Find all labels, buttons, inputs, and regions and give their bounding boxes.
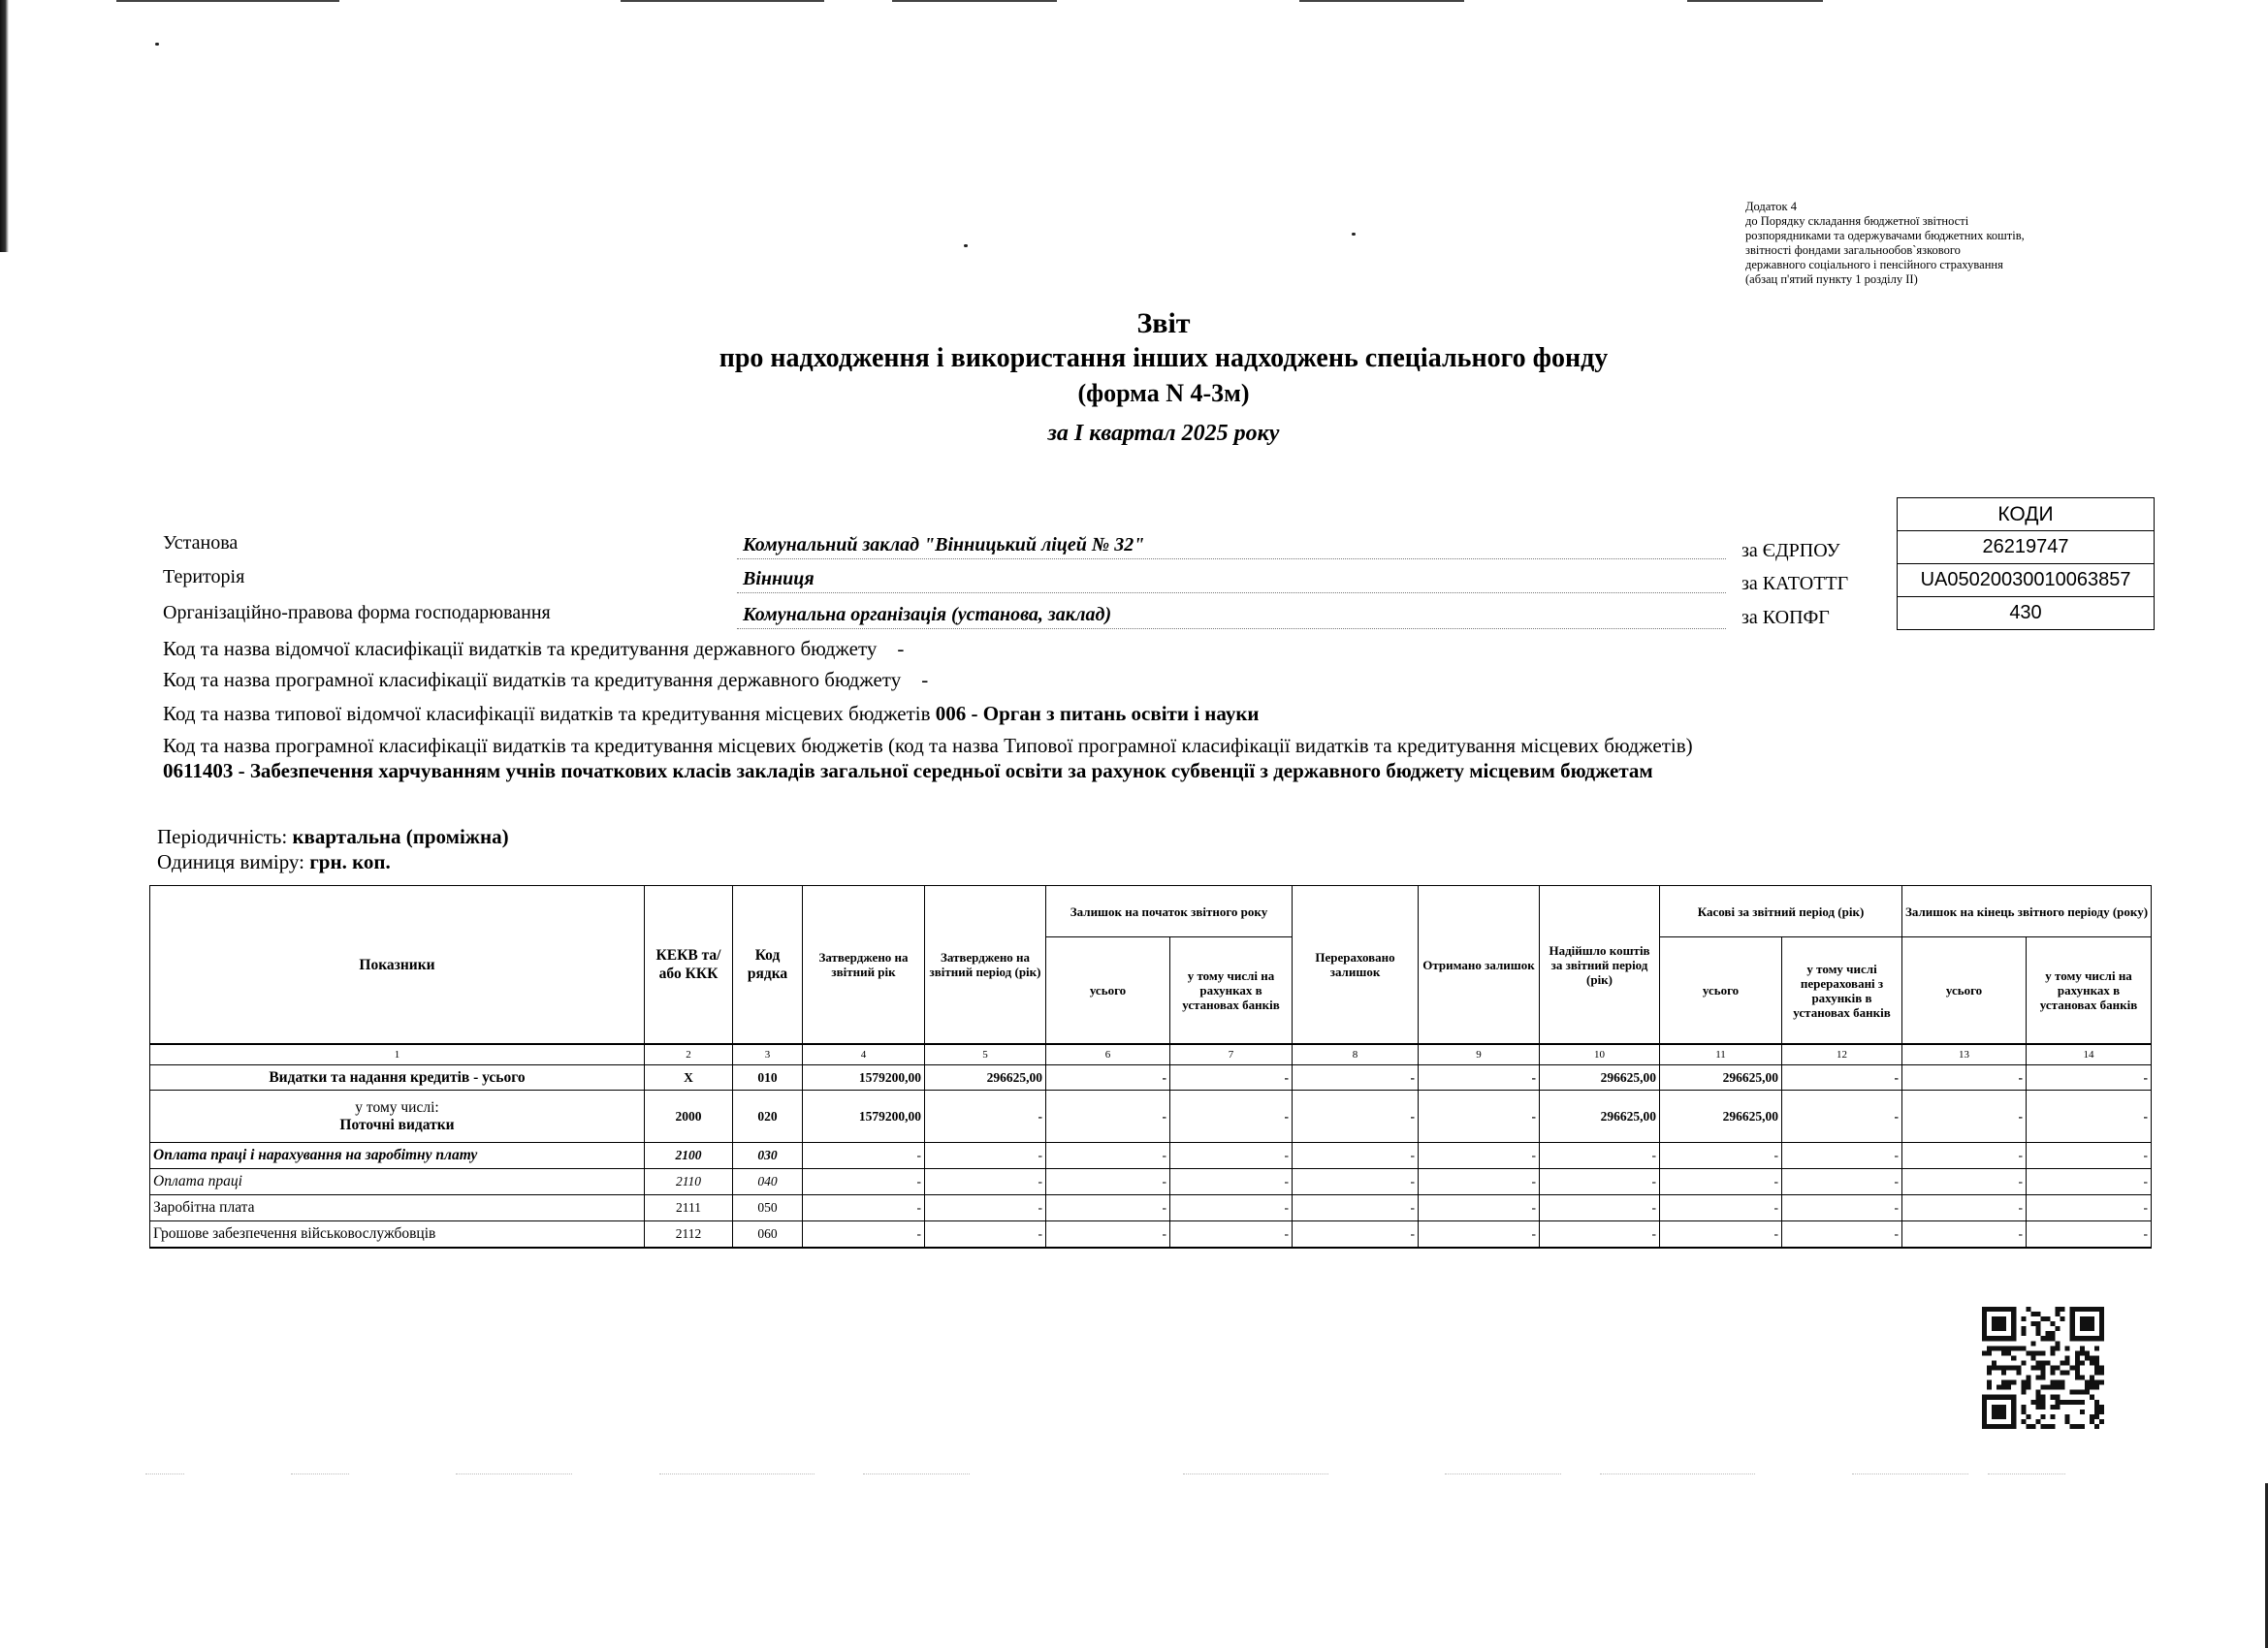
column-number: 2 bbox=[645, 1044, 733, 1065]
unit-value: грн. коп. bbox=[309, 850, 391, 873]
cell-cash-transferred: - bbox=[1782, 1221, 1902, 1248]
scan-speck bbox=[155, 43, 159, 46]
header-approved-year: Затверджено на звітний рік bbox=[803, 886, 925, 1045]
cell-balance-start-banks: - bbox=[1170, 1065, 1293, 1091]
territory-label: Територія bbox=[163, 566, 245, 587]
cell-balance-end-banks: - bbox=[2027, 1091, 2152, 1143]
cell-balance-end-total: - bbox=[1902, 1091, 2027, 1143]
katottg-label: за КАТОТТГ bbox=[1741, 573, 1849, 594]
cell-approved-period: - bbox=[925, 1195, 1046, 1221]
annex-line: розпорядниками та одержувачами бюджетних коштів, bbox=[1745, 229, 2025, 242]
header-approved-period: Затверджено на звітний період (рік) bbox=[925, 886, 1046, 1045]
cell-approved-year: 1579200,00 bbox=[803, 1065, 925, 1091]
territory-value: Вінниця bbox=[743, 568, 815, 589]
column-number: 9 bbox=[1419, 1044, 1540, 1065]
cell-approved-year: - bbox=[803, 1143, 925, 1169]
row-name-main: Поточні видатки bbox=[339, 1116, 455, 1133]
qr-code-icon bbox=[1982, 1307, 2104, 1429]
column-number: 3 bbox=[733, 1044, 803, 1065]
header-cash: Касові за звітний період (рік) bbox=[1660, 886, 1902, 937]
cell-cash-transferred: - bbox=[1782, 1091, 1902, 1143]
column-number: 10 bbox=[1540, 1044, 1660, 1065]
row-code: 030 bbox=[733, 1143, 803, 1169]
report-period: за I квартал 2025 року bbox=[1047, 421, 1280, 446]
title-line-3: (форма N 4-3м) bbox=[1077, 379, 1250, 407]
edrpou-label: за ЄДРПОУ bbox=[1741, 540, 1840, 561]
cell-revenue: - bbox=[1540, 1195, 1660, 1221]
cell-approved-period: 296625,00 bbox=[925, 1065, 1046, 1091]
column-number: 6 bbox=[1046, 1044, 1170, 1065]
header-revenue: Надійшло коштів за звітний період (рік) bbox=[1540, 886, 1660, 1045]
cell-balance-end-total: - bbox=[1902, 1065, 2027, 1091]
cell-transferred: - bbox=[1293, 1091, 1419, 1143]
column-number: 12 bbox=[1782, 1044, 1902, 1065]
kopfg-label: за КОПФГ bbox=[1741, 607, 1830, 628]
row-code: 050 bbox=[733, 1195, 803, 1221]
cell-balance-start-total: - bbox=[1046, 1169, 1170, 1195]
cell-approved-year: 1579200,00 bbox=[803, 1091, 925, 1143]
cell-approved-year: - bbox=[803, 1221, 925, 1248]
column-number: 14 bbox=[2027, 1044, 2152, 1065]
cell-balance-end-banks: - bbox=[2027, 1143, 2152, 1169]
cell-balance-end-total: - bbox=[1902, 1195, 2027, 1221]
dept-state-value: - bbox=[897, 637, 905, 660]
header-balance-start-banks: у тому числі на рахунках в установах банків bbox=[1170, 937, 1293, 1045]
header-balance-start-total: усього bbox=[1046, 937, 1170, 1045]
row-name bbox=[150, 1091, 645, 1143]
dept-local-classification bbox=[163, 701, 1260, 726]
column-number: 7 bbox=[1170, 1044, 1293, 1065]
cell-balance-end-banks: - bbox=[2027, 1169, 2152, 1195]
row-name: Оплата праці bbox=[150, 1169, 645, 1195]
row-kekv: 2110 bbox=[645, 1169, 733, 1195]
cell-cash-total: 296625,00 bbox=[1660, 1091, 1782, 1143]
row-kekv: 2111 bbox=[645, 1195, 733, 1221]
header-row-code: Код рядка bbox=[733, 886, 803, 1045]
cell-approved-period: - bbox=[925, 1169, 1046, 1195]
cell-approved-period: - bbox=[925, 1143, 1046, 1169]
cell-cash-transferred: - bbox=[1782, 1065, 1902, 1091]
prog-state-classification bbox=[163, 667, 928, 692]
row-name-prefix: у тому числі: bbox=[355, 1098, 439, 1116]
column-number: 13 bbox=[1902, 1044, 2027, 1065]
cell-revenue: - bbox=[1540, 1221, 1660, 1248]
header-kekv: КЕКВ та/або ККК bbox=[645, 886, 733, 1045]
annex-line: Додаток 4 bbox=[1745, 200, 1797, 213]
cell-revenue: - bbox=[1540, 1143, 1660, 1169]
cell-balance-start-banks: - bbox=[1170, 1091, 1293, 1143]
cell-received: - bbox=[1419, 1169, 1540, 1195]
cell-approved-year: - bbox=[803, 1195, 925, 1221]
cell-received: - bbox=[1419, 1221, 1540, 1248]
title-line-1: Звіт bbox=[1136, 307, 1191, 339]
row-name: Оплата праці і нарахування на заробітну плату bbox=[150, 1143, 645, 1169]
row-kekv: 2000 bbox=[645, 1091, 733, 1143]
cell-transferred: - bbox=[1293, 1221, 1419, 1248]
header-balance-end-banks: у тому числі на рахунках в установах банків bbox=[2027, 937, 2152, 1045]
row-kekv: 2112 bbox=[645, 1221, 733, 1248]
table-row bbox=[150, 1221, 2152, 1248]
prog-local-classification bbox=[163, 733, 1695, 783]
dept-state-classification bbox=[163, 636, 904, 661]
row-code: 040 bbox=[733, 1169, 803, 1195]
codes-box bbox=[1897, 497, 2155, 630]
cell-transferred: - bbox=[1293, 1143, 1419, 1169]
cell-received: - bbox=[1419, 1065, 1540, 1091]
column-number: 8 bbox=[1293, 1044, 1419, 1065]
cell-balance-start-total: - bbox=[1046, 1065, 1170, 1091]
table-row bbox=[150, 1143, 2152, 1169]
annex-line: (абзац п'ятий пункту 1 розділу ІІ) bbox=[1745, 272, 1918, 286]
cell-balance-start-total: - bbox=[1046, 1221, 1170, 1248]
column-number: 11 bbox=[1660, 1044, 1782, 1065]
cell-cash-transferred: - bbox=[1782, 1143, 1902, 1169]
cell-revenue: 296625,00 bbox=[1540, 1065, 1660, 1091]
row-kekv: Х bbox=[645, 1065, 733, 1091]
annex-note bbox=[1745, 200, 2124, 287]
cell-transferred: - bbox=[1293, 1169, 1419, 1195]
cell-balance-start-banks: - bbox=[1170, 1195, 1293, 1221]
scan-speck bbox=[964, 244, 968, 247]
column-number: 1 bbox=[150, 1044, 645, 1065]
cell-approved-year: - bbox=[803, 1169, 925, 1195]
header-received: Отримано залишок bbox=[1419, 886, 1540, 1045]
cell-received: - bbox=[1419, 1195, 1540, 1221]
column-number: 5 bbox=[925, 1044, 1046, 1065]
cell-balance-end-total: - bbox=[1902, 1143, 2027, 1169]
header-indicators: Показники bbox=[150, 886, 645, 1045]
table-row bbox=[150, 1169, 2152, 1195]
cell-transferred: - bbox=[1293, 1195, 1419, 1221]
row-name: Грошове забезпечення військовослужбовців bbox=[150, 1221, 645, 1248]
row-code: 010 bbox=[733, 1065, 803, 1091]
scan-top-marks bbox=[0, 0, 2268, 4]
header-balance-end-total: усього bbox=[1902, 937, 2027, 1045]
header-balance-start: Залишок на початок звітного року bbox=[1046, 886, 1293, 937]
annex-line: державного соціального і пенсійного страхування bbox=[1745, 258, 2003, 271]
cell-approved-period: - bbox=[925, 1221, 1046, 1248]
legal-form-value: Комунальна організація (установа, заклад) bbox=[743, 604, 1112, 625]
dotted-line bbox=[737, 558, 1726, 559]
institution-value: Комунальний заклад "Вінницький ліцей № 32" bbox=[743, 534, 1145, 555]
codes-head: КОДИ bbox=[1898, 498, 2155, 531]
scan-smudges bbox=[145, 1466, 2085, 1485]
prog-state-value: - bbox=[921, 668, 929, 691]
cell-balance-start-banks: - bbox=[1170, 1143, 1293, 1169]
cell-received: - bbox=[1419, 1143, 1540, 1169]
cell-balance-start-banks: - bbox=[1170, 1221, 1293, 1248]
dotted-line bbox=[737, 592, 1726, 593]
annex-line: до Порядку складання бюджетної звітності bbox=[1745, 214, 1969, 228]
cell-cash-total: 296625,00 bbox=[1660, 1065, 1782, 1091]
cell-balance-end-banks: - bbox=[2027, 1065, 2152, 1091]
scan-speck bbox=[1352, 233, 1356, 236]
column-number: 4 bbox=[803, 1044, 925, 1065]
cell-balance-end-total: - bbox=[1902, 1221, 2027, 1248]
header-cash-transferred: у тому числі перераховані з рахунків в установах банків bbox=[1782, 937, 1902, 1045]
periodicity-value: квартальна (проміжна) bbox=[292, 825, 509, 848]
row-code: 060 bbox=[733, 1221, 803, 1248]
institution-label: Установа bbox=[163, 532, 239, 554]
cell-received: - bbox=[1419, 1091, 1540, 1143]
column-numbers-row bbox=[150, 1044, 2152, 1065]
cell-cash-transferred: - bbox=[1782, 1195, 1902, 1221]
periodicity-label: Періодичність: bbox=[157, 825, 288, 848]
scan-edge-shadow bbox=[0, 0, 9, 252]
cell-cash-total: - bbox=[1660, 1143, 1782, 1169]
prog-local-label: Код та назва програмної класифікації видатків та кредитування місцевих бюджетів (код та назва Типової програмної класифікації видатків та кредитування місцевих бюджетів) bbox=[163, 734, 1693, 757]
cell-approved-period: - bbox=[925, 1091, 1046, 1143]
header-transferred: Перераховано залишок bbox=[1293, 886, 1419, 1045]
cell-balance-end-banks: - bbox=[2027, 1195, 2152, 1221]
cell-balance-start-total: - bbox=[1046, 1091, 1170, 1143]
cell-revenue: - bbox=[1540, 1169, 1660, 1195]
cell-cash-total: - bbox=[1660, 1221, 1782, 1248]
row-code: 020 bbox=[733, 1091, 803, 1143]
annex-line: звітності фондами загальнообов`язкового bbox=[1745, 243, 1961, 257]
table-row bbox=[150, 1195, 2152, 1221]
header-cash-total: усього bbox=[1660, 937, 1782, 1045]
cell-balance-end-banks: - bbox=[2027, 1221, 2152, 1248]
cell-cash-total: - bbox=[1660, 1195, 1782, 1221]
cell-balance-start-banks: - bbox=[1170, 1169, 1293, 1195]
edrpou-value: 26219747 bbox=[1898, 531, 2155, 564]
kopfg-value: 430 bbox=[1898, 597, 2155, 630]
header-balance-end: Залишок на кінець звітного періоду (року) bbox=[1902, 886, 2152, 937]
table-row bbox=[150, 1065, 2152, 1091]
legal-form-label: Організаційно-правова форма господарювання bbox=[163, 602, 551, 623]
cell-transferred: - bbox=[1293, 1065, 1419, 1091]
row-name: Видатки та надання кредитів - усього bbox=[150, 1065, 645, 1091]
table-row bbox=[150, 1091, 2152, 1143]
katottg-value: UA05020030010063857 bbox=[1898, 564, 2155, 597]
cell-cash-transferred: - bbox=[1782, 1169, 1902, 1195]
cell-cash-total: - bbox=[1660, 1169, 1782, 1195]
cell-balance-start-total: - bbox=[1046, 1195, 1170, 1221]
dept-state-label: Код та назва відомчої класифікації видатків та кредитування державного бюджету bbox=[163, 637, 878, 660]
cell-revenue: 296625,00 bbox=[1540, 1091, 1660, 1143]
prog-local-value: 0611403 - Забезпечення харчуванням учнів початкових класів закладів загальної середньої освіти за рахунок субвенції з державного бюджету місцевим бюджетам bbox=[163, 759, 1653, 782]
unit-of-measure bbox=[157, 849, 391, 874]
cell-balance-end-total: - bbox=[1902, 1169, 2027, 1195]
dotted-line bbox=[737, 628, 1726, 629]
title-line-2: про надходження і використання інших надходжень спеціального фонду bbox=[719, 343, 1609, 373]
dept-local-label: Код та назва типової відомчої класифікації видатків та кредитування місцевих бюджетів bbox=[163, 702, 931, 725]
unit-label: Одиниця виміру: bbox=[157, 850, 304, 873]
row-kekv: 2100 bbox=[645, 1143, 733, 1169]
cell-balance-start-total: - bbox=[1046, 1143, 1170, 1169]
report-title bbox=[0, 306, 2268, 452]
prog-state-label: Код та назва програмної класифікації видатків та кредитування державного бюджету bbox=[163, 668, 902, 691]
row-name: Заробітна плата bbox=[150, 1195, 645, 1221]
report-table bbox=[149, 885, 2152, 1249]
periodicity bbox=[157, 824, 509, 849]
dept-local-value: 006 - Орган з питань освіти і науки bbox=[935, 702, 1260, 725]
